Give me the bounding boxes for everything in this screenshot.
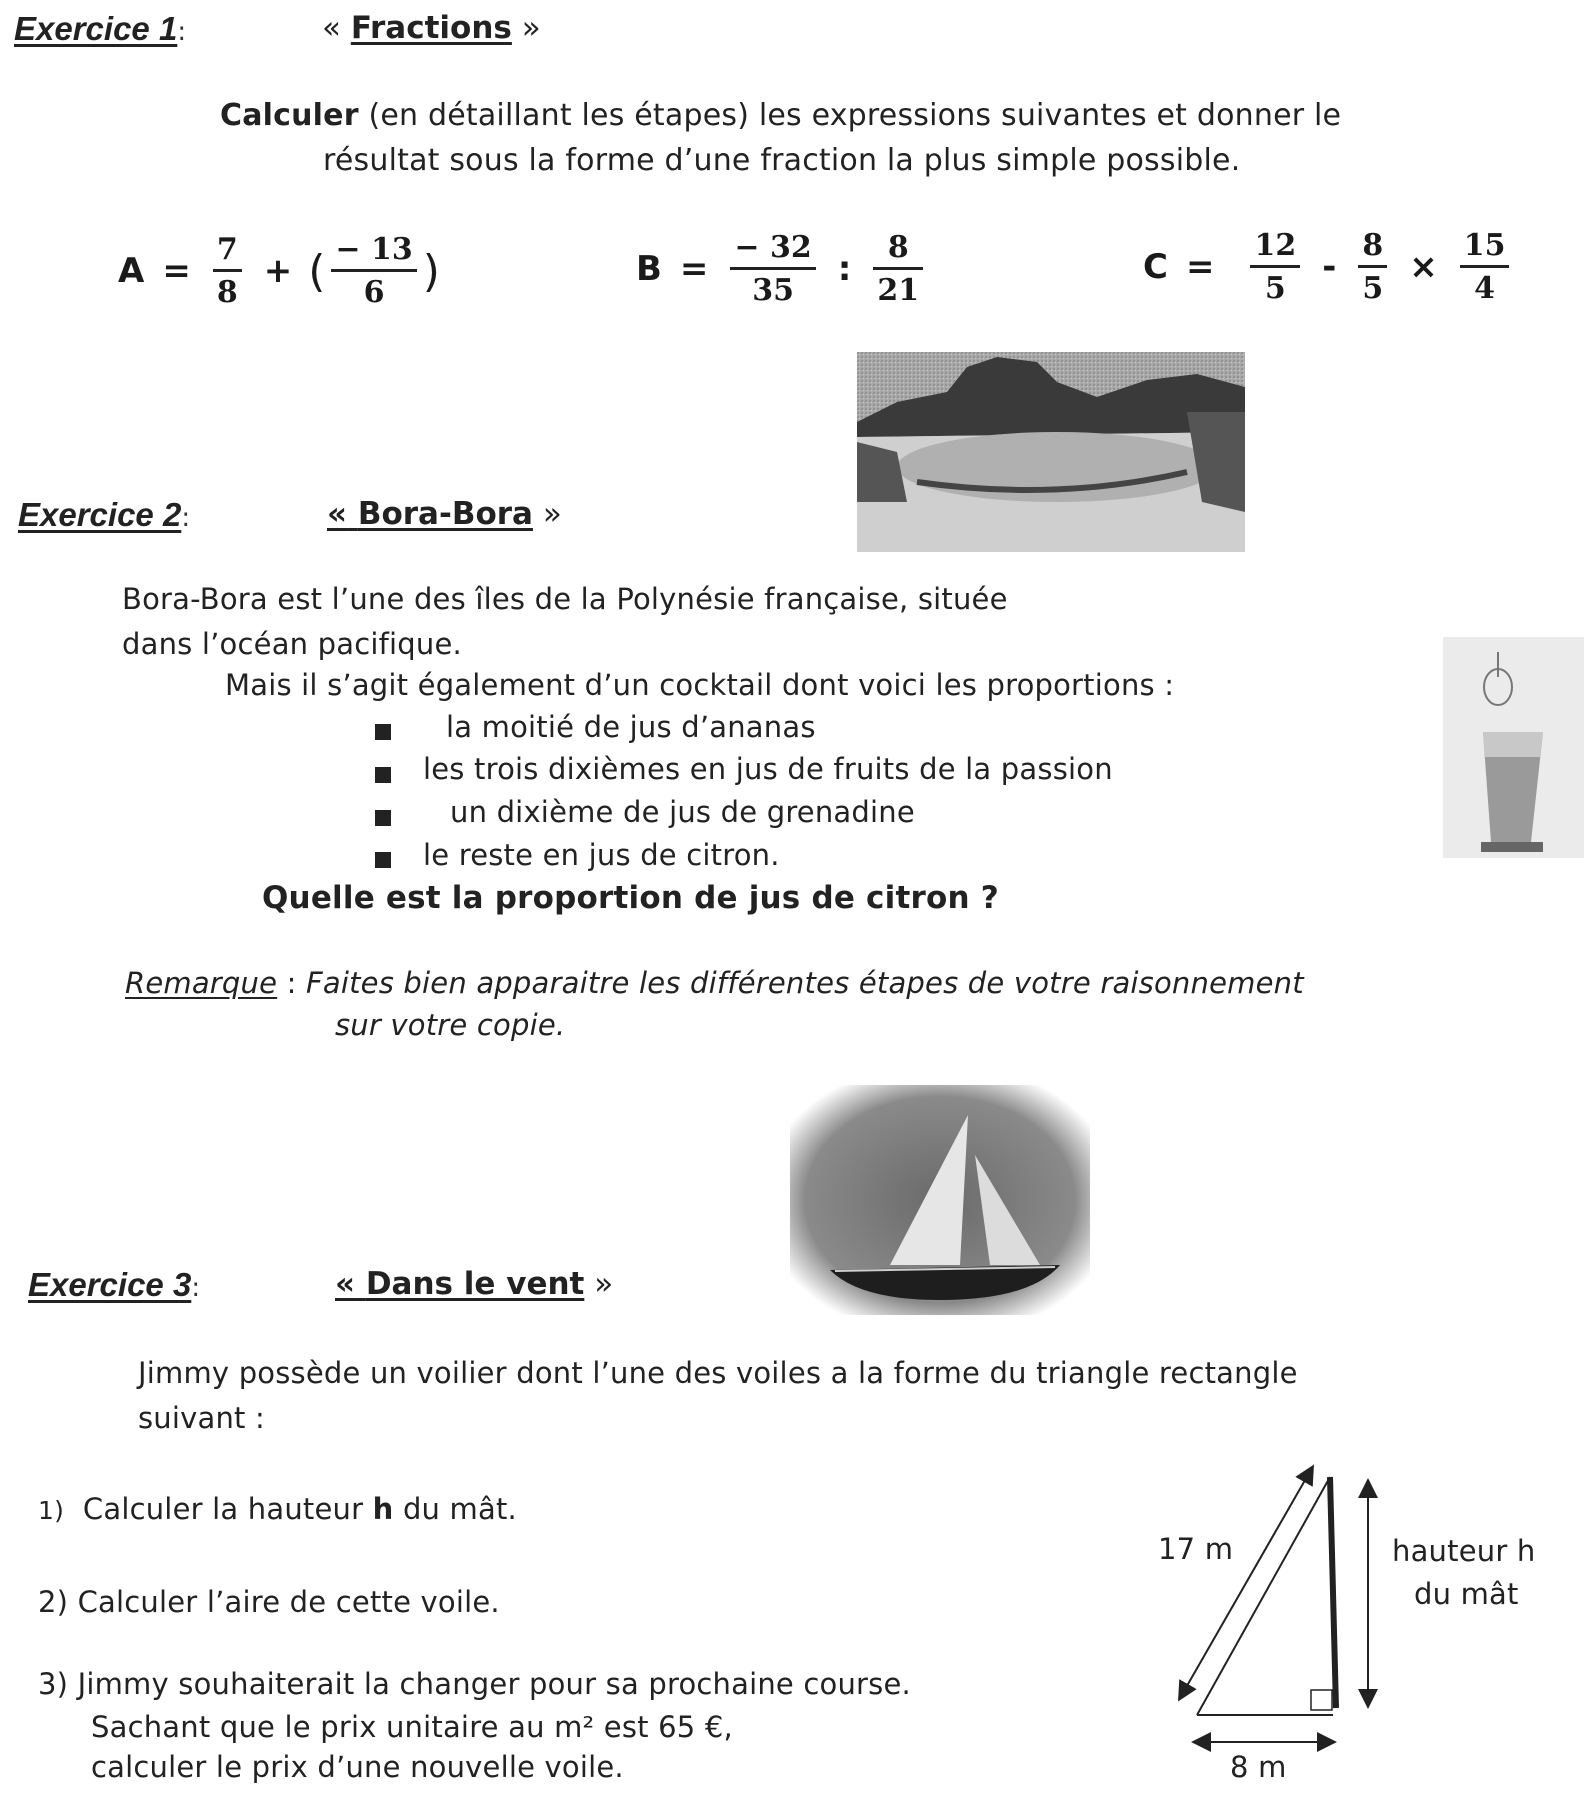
- expression-c: [1143, 224, 1515, 310]
- paren-open: (: [308, 245, 326, 297]
- fraction: [1250, 227, 1300, 306]
- minus-sign: -: [1322, 247, 1337, 287]
- fraction: [1358, 227, 1387, 306]
- question-3-line2: Sachant que le prix unitaire au m² est 65 €,: [91, 1710, 733, 1744]
- remark-label: Remarque: [125, 966, 278, 1000]
- bullet-square-icon: [375, 852, 391, 868]
- proportion-item: la moitié de jus d’ananas: [446, 710, 816, 744]
- question-text: Calculer la hauteur: [82, 1492, 373, 1526]
- exercise-1-label: Exercice 1: [14, 10, 178, 47]
- question-1: [38, 1492, 517, 1526]
- exercise-1-instruction-line2: résultat sous la forme d’une fraction la plus simple possible.: [323, 143, 1241, 178]
- denominator: 4: [1474, 270, 1496, 306]
- denominator: 6: [363, 274, 385, 310]
- height-label-line2: du mât: [1414, 1577, 1519, 1611]
- bora-intro-line3: Mais il s’agit également d’un cocktail dont voici les proportions :: [225, 668, 1175, 702]
- quote-close: »: [542, 496, 562, 532]
- proportion-item: un dixième de jus de grenadine: [450, 795, 915, 829]
- proportion-item: le reste en jus de citron.: [423, 838, 780, 872]
- exercise-1-title-text: Fractions: [350, 10, 512, 46]
- expression-a: [118, 228, 440, 314]
- sail-intro-line1: Jimmy possède un voilier dont l’une des voiles a la forme du triangle rectangle: [138, 1356, 1298, 1390]
- exercise-1-title: [322, 10, 541, 46]
- numerator: 8: [1362, 227, 1384, 263]
- colon: :: [177, 17, 187, 47]
- quote-open: «: [335, 1266, 356, 1302]
- title-text: Dans le vent: [365, 1266, 585, 1302]
- question-number: 2): [38, 1585, 69, 1619]
- bora-intro-line2: dans l’océan pacifique.: [122, 627, 462, 661]
- colon: :: [191, 1273, 201, 1303]
- proportion-item: les trois dixièmes en jus de fruits de la passion: [423, 752, 1113, 786]
- bullet-square-icon: [375, 767, 391, 783]
- paren-close: ): [422, 245, 440, 297]
- denominator: 5: [1362, 270, 1384, 306]
- exercise-2-remark-line1: [125, 966, 1304, 1000]
- equals-sign: =: [1185, 247, 1215, 287]
- question-number: 3): [38, 1667, 69, 1701]
- equals-sign: =: [679, 249, 709, 289]
- right-triangle-icon: [1100, 1440, 1584, 1812]
- question-3-line3: calculer le prix d’une nouvelle voile.: [91, 1750, 624, 1784]
- numerator: − 32: [734, 229, 812, 265]
- hypotenuse-label: 17 m: [1158, 1532, 1234, 1566]
- bullet-square-icon: [375, 724, 391, 740]
- exercise-1-header: [14, 10, 186, 48]
- quote-close: »: [521, 10, 541, 46]
- bullet-square-icon: [375, 810, 391, 826]
- bora-bora-lagoon-photo: [857, 352, 1245, 552]
- numerator: 12: [1254, 227, 1297, 263]
- question-2: [38, 1585, 500, 1619]
- sailboat-photo: [790, 1085, 1090, 1315]
- denominator: 35: [752, 272, 794, 308]
- variable-h: h: [372, 1492, 394, 1526]
- numerator: 8: [887, 229, 909, 265]
- fraction: [1460, 227, 1510, 306]
- denominator: 5: [1264, 270, 1286, 306]
- remark-sep: :: [277, 966, 306, 1000]
- exercise-3-title: [335, 1266, 613, 1302]
- exercise-2-label: Exercice 2: [18, 496, 182, 533]
- exercise-2-remark-line2: sur votre copie.: [335, 1008, 566, 1042]
- expr-letter: C: [1143, 247, 1168, 287]
- exercise-3-label: Exercice 3: [28, 1266, 192, 1303]
- bora-intro-line1: Bora-Bora est l’une des îles de la Polynésie française, située: [122, 582, 1008, 616]
- exercise-2-header: [18, 496, 190, 534]
- quote-close: »: [594, 1266, 614, 1302]
- height-label-line1: hauteur h: [1392, 1534, 1536, 1568]
- sail-intro-line2: suivant :: [138, 1401, 266, 1435]
- denominator: 8: [216, 274, 238, 310]
- cocktail-image-icon: [1443, 637, 1584, 858]
- question-text: Calculer l’aire de cette voile.: [77, 1585, 500, 1619]
- exercise-2-title-text: [327, 496, 533, 532]
- fraction: [331, 231, 416, 310]
- base-label: 8 m: [1230, 1750, 1287, 1784]
- title-text: Bora-Bora: [357, 496, 533, 532]
- quote-open: «: [327, 496, 348, 532]
- exercise-1-instruction-line1: [220, 98, 1341, 133]
- denominator: 21: [877, 272, 920, 308]
- fraction: [730, 229, 815, 308]
- fraction: [873, 229, 923, 308]
- remark-text: Faites bien apparaitre les différentes étapes de votre raisonnement: [305, 966, 1304, 1000]
- equals-sign: =: [162, 251, 191, 291]
- plus-sign: +: [263, 251, 293, 291]
- colon: :: [181, 503, 191, 533]
- expr-letter: A: [118, 251, 145, 291]
- expr-letter: B: [636, 249, 662, 289]
- question-number: 1): [38, 1496, 65, 1525]
- cocktail-glass-photo: [1443, 637, 1584, 858]
- sail-triangle-diagram: [1100, 1440, 1584, 1812]
- question-text: Jimmy souhaiterait la changer pour sa prochaine course.: [77, 1667, 911, 1701]
- fraction: [213, 231, 242, 310]
- sailboat-image-icon: [790, 1085, 1090, 1315]
- instruction-verb: Calculer: [220, 98, 359, 133]
- exercise-3-title-text: [335, 1266, 584, 1302]
- divide-sign: :: [837, 249, 852, 289]
- numerator: 15: [1463, 227, 1506, 263]
- question-3-line1: [38, 1667, 911, 1701]
- exercise-2-question: Quelle est la proportion de jus de citron ?: [262, 880, 999, 916]
- lagoon-image-icon: [857, 352, 1245, 552]
- instruction-rest: (en détaillant les étapes) les expressions suivantes et donner le: [358, 98, 1342, 133]
- quote-open: «: [322, 10, 341, 46]
- question-text: du mât.: [393, 1492, 517, 1526]
- numerator: 7: [216, 231, 238, 267]
- exercise-2-title: [327, 496, 562, 532]
- times-sign: ×: [1409, 247, 1438, 287]
- numerator: − 13: [335, 231, 413, 267]
- exercise-3-header: [28, 1266, 200, 1304]
- expression-b: [636, 226, 929, 312]
